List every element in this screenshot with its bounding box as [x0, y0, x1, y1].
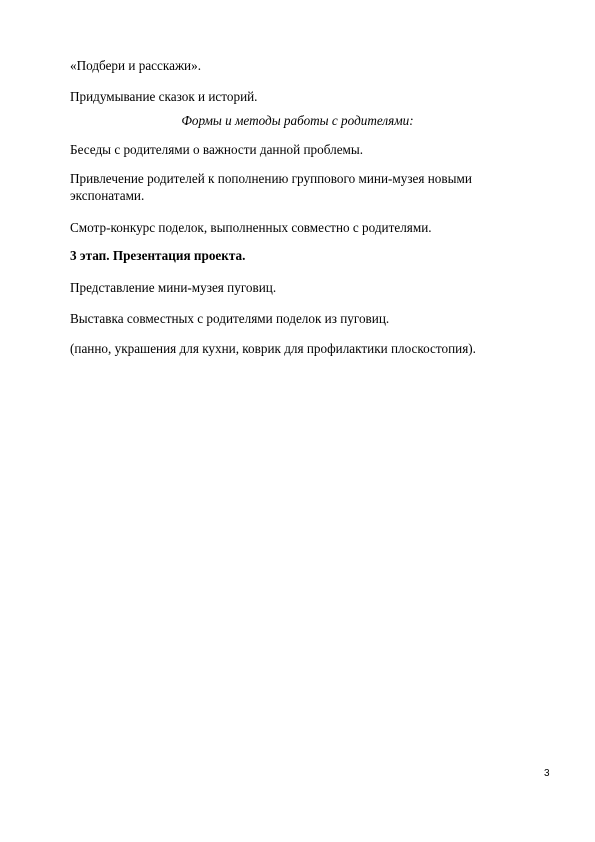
section-heading-parents: Формы и методы работы с родителями: [181, 113, 414, 128]
text-line-7: Выставка совместных с родителями поделок из пуговиц. [70, 311, 390, 326]
stage-heading: 3 этап. Презентация проекта. [70, 248, 246, 263]
text-line-1: «Подбери и расскажи». [70, 58, 202, 73]
text-line-5: Смотр-конкурс поделок, выполненных совместно с родителями. [70, 220, 432, 235]
text-line-8: (панно, украшения для кухни, коврик для профилактики плоскостопия). [70, 341, 476, 356]
text-line-3: Беседы с родителями о важности данной проблемы. [70, 142, 364, 157]
text-line-6: Представление мини-музея пуговиц. [70, 280, 277, 295]
text-line-2: Придумывание сказок и историй. [70, 89, 258, 104]
page-number: 3 [544, 768, 550, 779]
text-line-4: Привлечение родителей к пополнению группового мини-музея новыми экспонатами. [70, 171, 472, 203]
